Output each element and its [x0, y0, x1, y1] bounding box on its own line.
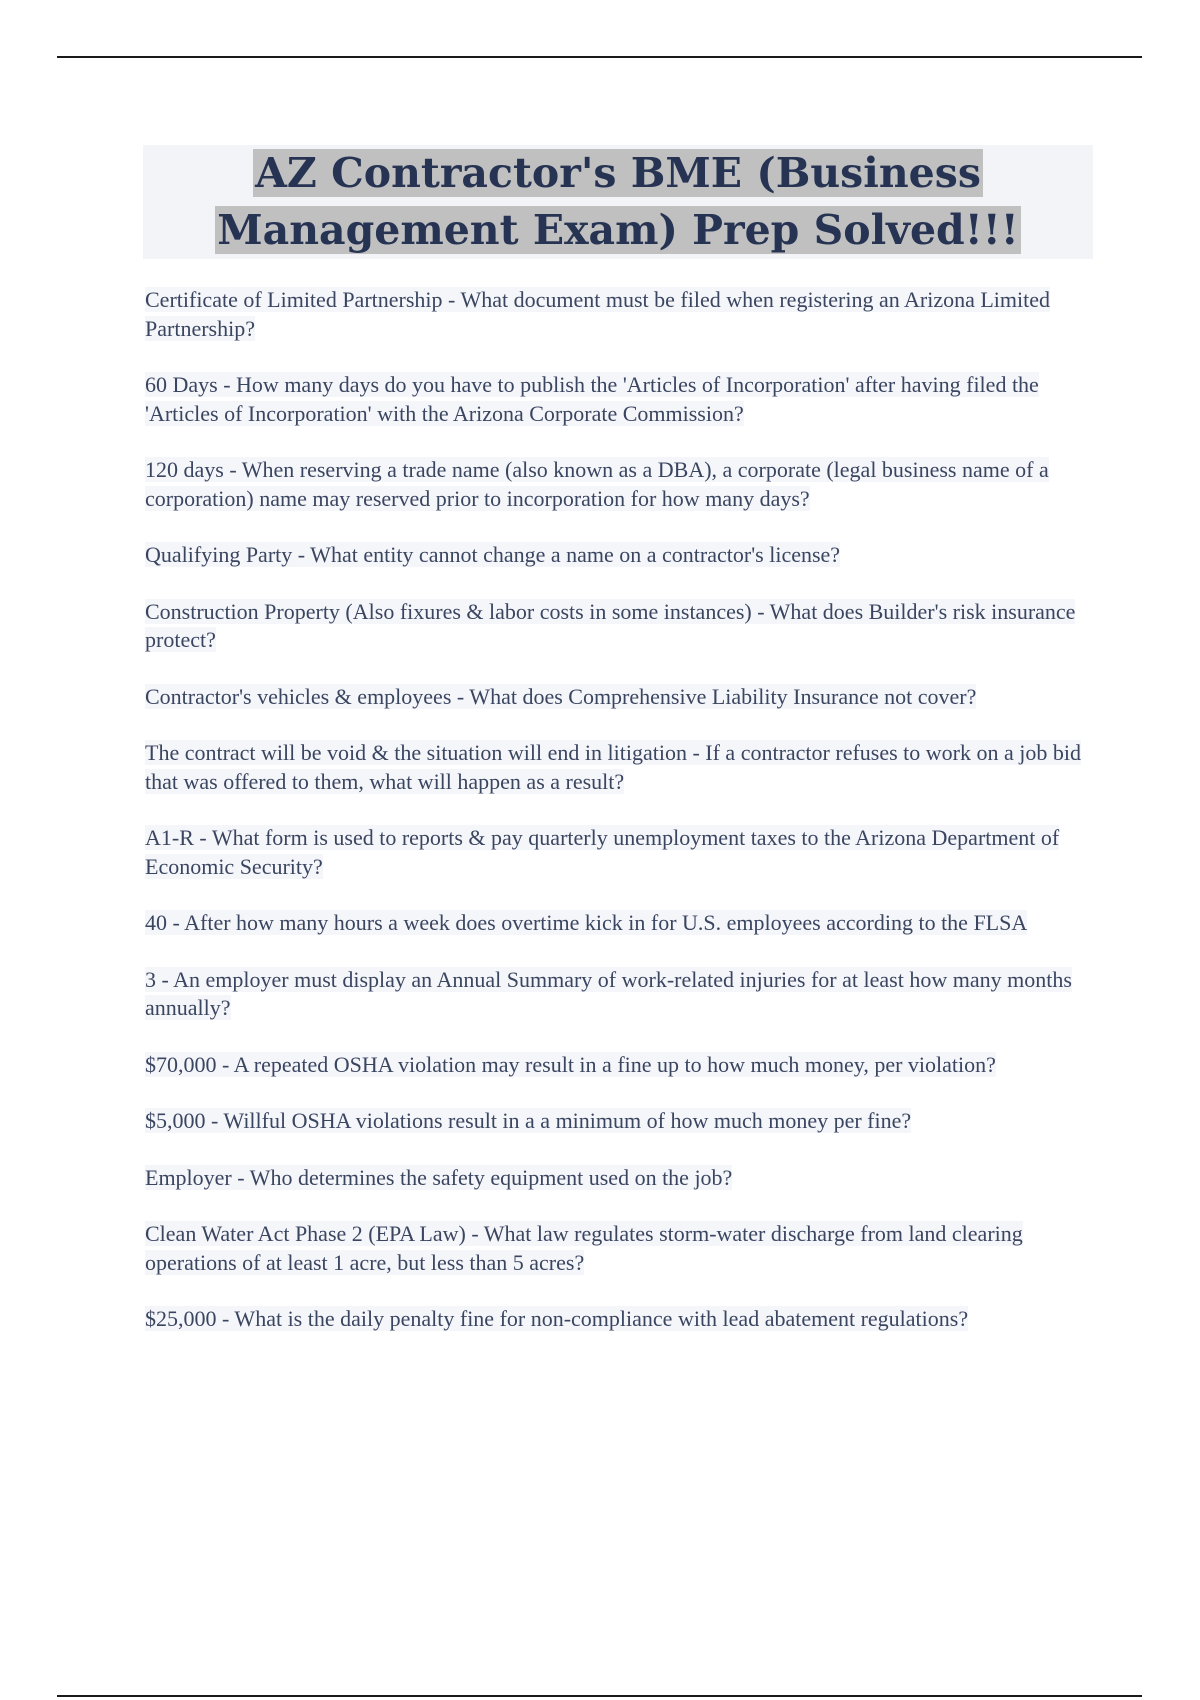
qa-list — [145, 286, 1095, 1362]
qa-item — [145, 1164, 1095, 1193]
qa-item — [145, 541, 1095, 570]
qa-item — [145, 824, 1095, 881]
qa-item — [145, 909, 1095, 938]
qa-text: 120 days - When reserving a trade name (also known as a DBA), a corporate (legal business name of a corporation) name may reserved prior to incorporation for how many days? — [145, 457, 1049, 511]
document-title — [143, 145, 1093, 259]
qa-text: Contractor's vehicles & employees - What does Comprehensive Liability Insurance not cover? — [145, 683, 977, 709]
qa-text: $70,000 - A repeated OSHA violation may result in a fine up to how much money, per violation? — [145, 1051, 996, 1077]
qa-item — [145, 683, 1095, 712]
qa-item — [145, 286, 1095, 343]
qa-text: A1-R - What form is used to reports & pay quarterly unemployment taxes to the Arizona Department of Economic Security? — [145, 825, 1060, 879]
qa-text: 40 - After how many hours a week does overtime kick in for U.S. employees according to the FLSA — [145, 910, 1028, 935]
title-band — [143, 145, 1093, 259]
qa-text: Clean Water Act Phase 2 (EPA Law) - What law regulates storm-water discharge from land clearing operations of at least 1 acre, but less than 5 acres? — [145, 1221, 1023, 1275]
qa-text: $5,000 - Willful OSHA violations result in a a minimum of how much money per fine? — [145, 1108, 912, 1133]
qa-text: 3 - An employer must display an Annual Summary of work-related injuries for at least how many months annually? — [145, 966, 1072, 1020]
qa-text: $25,000 - What is the daily penalty fine for non-compliance with lead abatement regulations? — [145, 1306, 969, 1331]
bottom-rule — [57, 1695, 1142, 1697]
top-rule — [57, 56, 1142, 58]
qa-item — [145, 1051, 1095, 1080]
qa-item — [145, 966, 1095, 1023]
qa-text: Construction Property (Also fixures & labor costs in some instances) - What does Builder's risk insurance protect? — [145, 598, 1076, 652]
qa-text: 60 Days - How many days do you have to publish the 'Articles of Incorporation' after having filed the 'Articles of Incorporation' with the Arizona Corporate Commission? — [145, 372, 1039, 426]
qa-text: Qualifying Party - What entity cannot change a name on a contractor's license? — [145, 542, 841, 567]
qa-item — [145, 371, 1095, 428]
qa-text: Employer - Who determines the safety equipment used on the job? — [145, 1164, 733, 1190]
qa-item — [145, 456, 1095, 513]
qa-item — [145, 1220, 1095, 1277]
qa-text: The contract will be void & the situation will end in litigation - If a contractor refuses to work on a job bid that was offered to them, what will happen as a result? — [145, 740, 1081, 794]
title-line-1: AZ Contractor's BME (Business — [255, 149, 981, 197]
qa-item — [145, 739, 1095, 796]
qa-item — [145, 1107, 1095, 1136]
qa-text: Certificate of Limited Partnership - What document must be filed when registering an Arizona Limited Partnership? — [145, 287, 1050, 341]
qa-item — [145, 598, 1095, 655]
qa-item — [145, 1305, 1095, 1334]
title-line-2: Management Exam) Prep Solved!!! — [217, 206, 1019, 254]
